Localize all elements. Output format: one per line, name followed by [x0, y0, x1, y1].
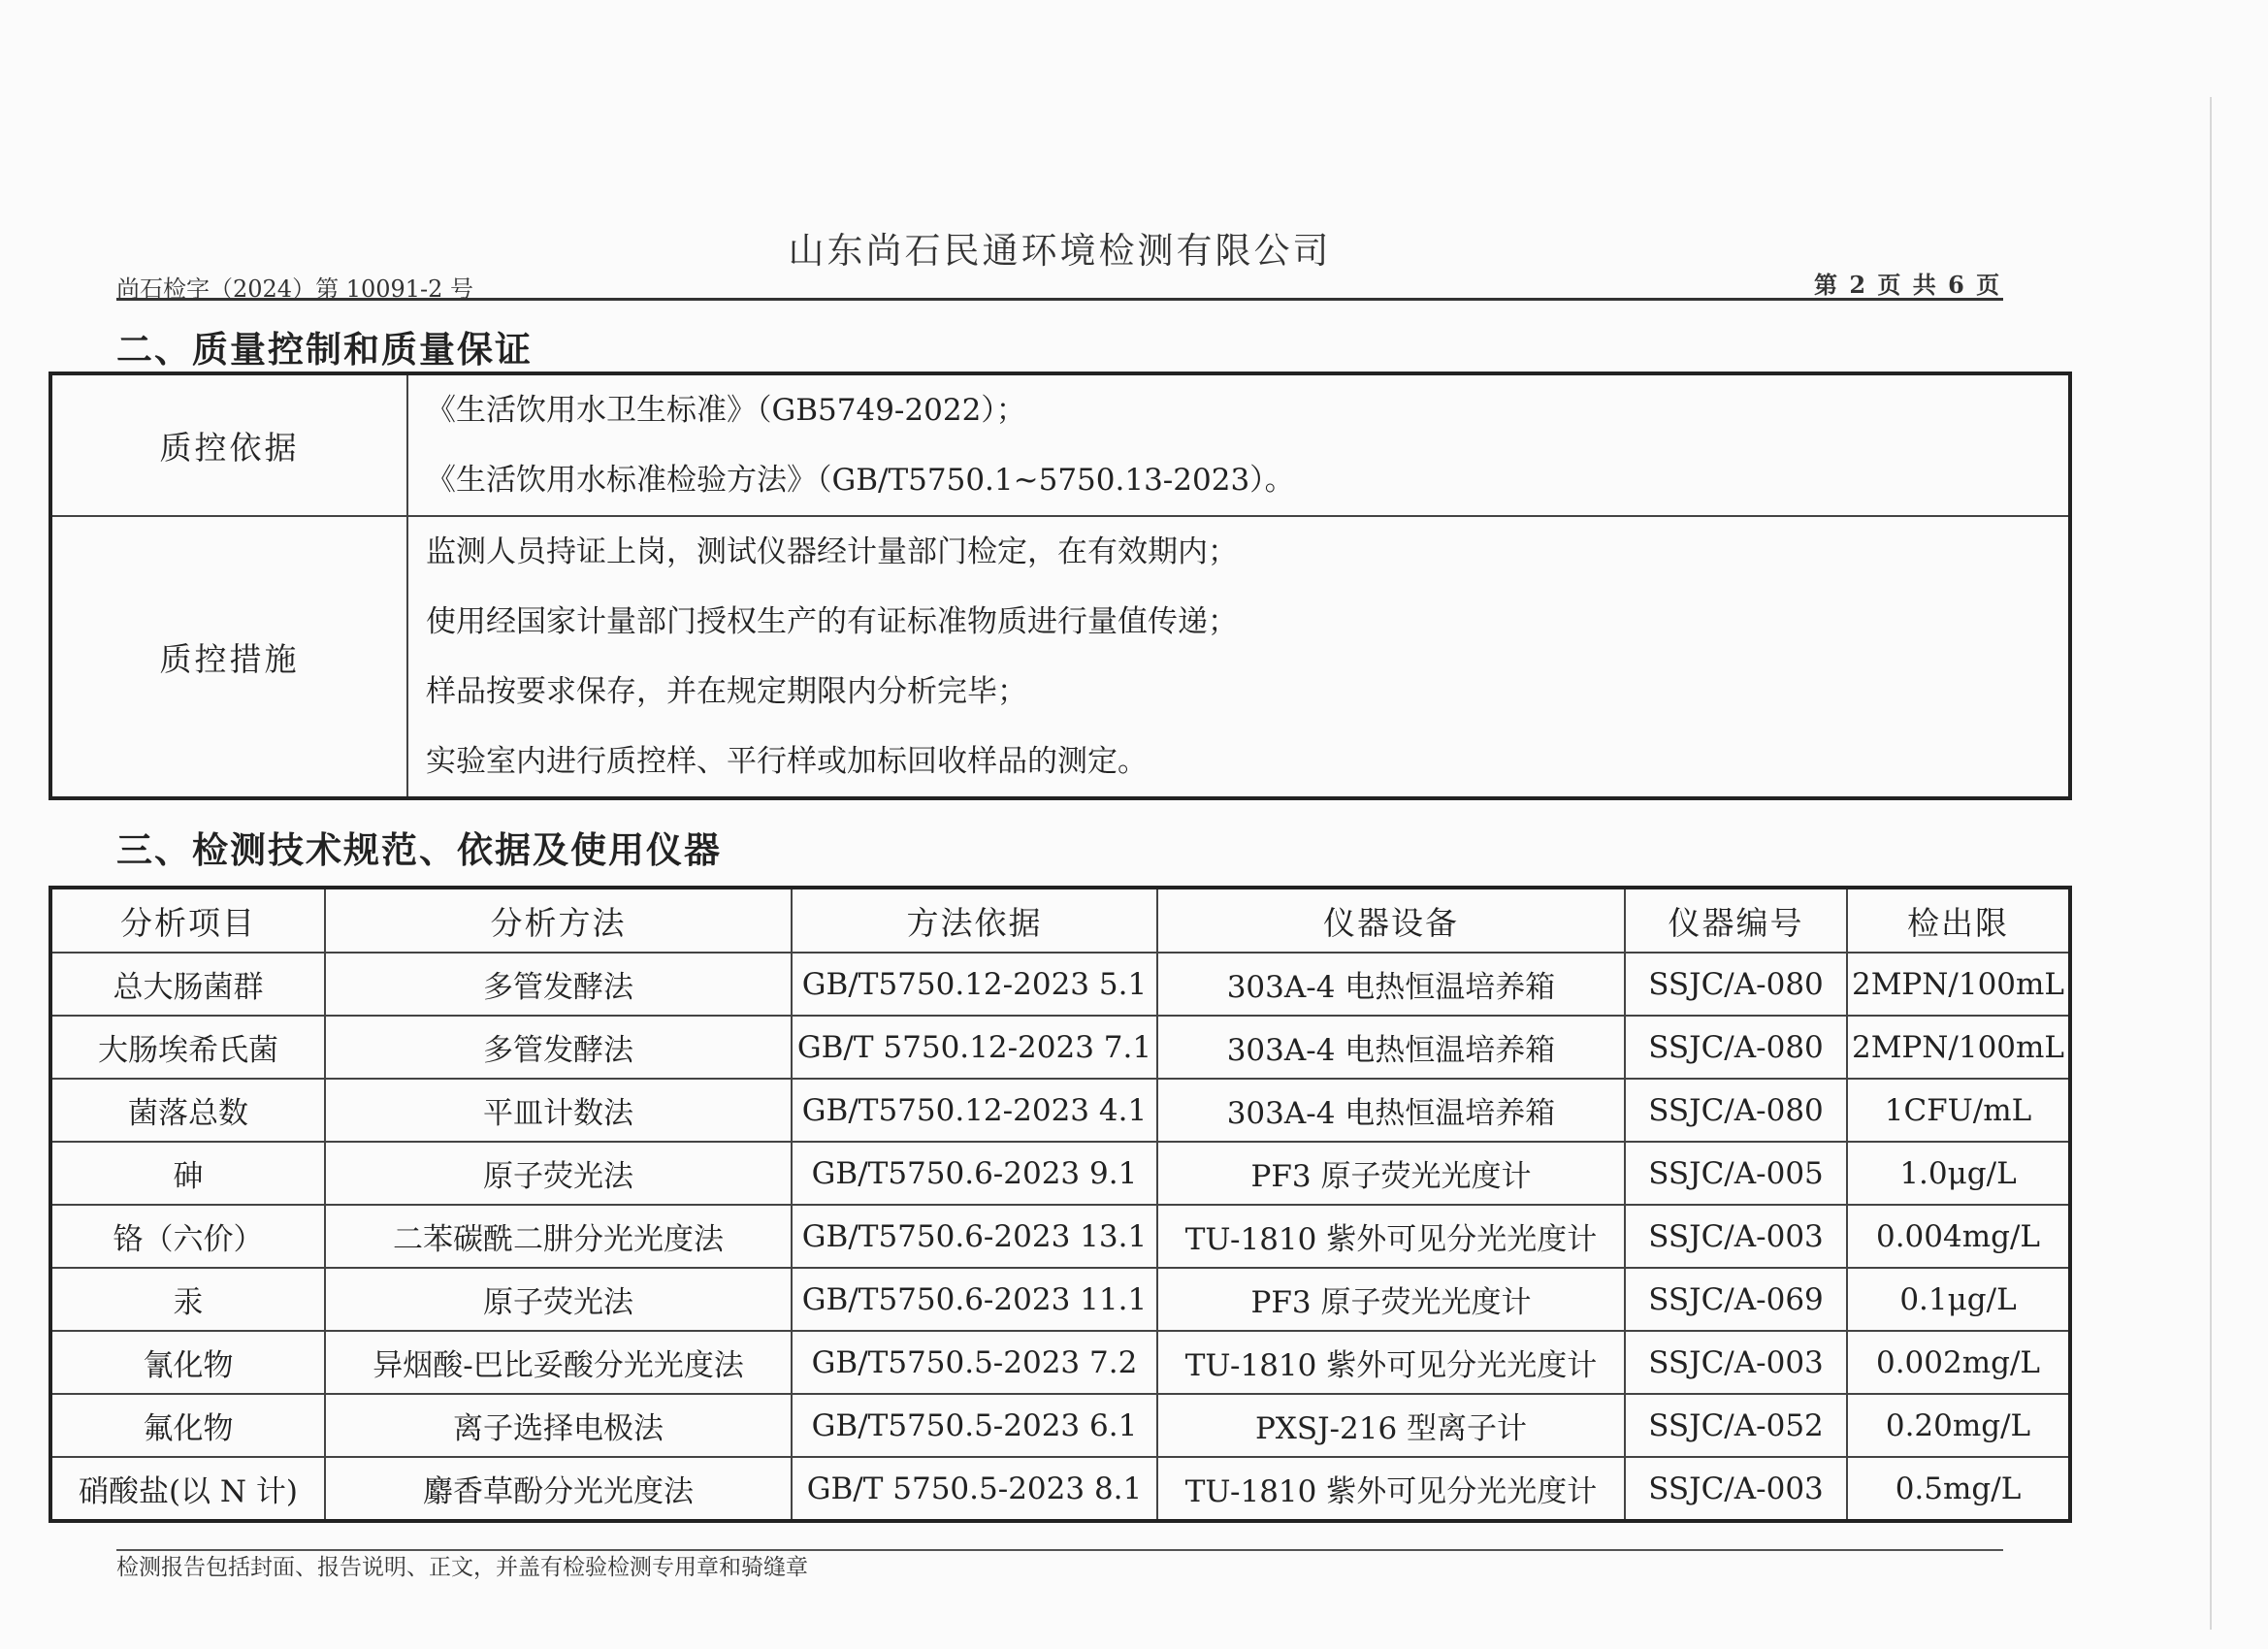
cell-method: 平皿计数法 — [325, 1079, 792, 1142]
cell-standard: GB/T5750.6-2023 11.1 — [792, 1268, 1157, 1331]
table-row — [50, 1331, 2070, 1394]
cell-method: 麝香草酚分光光度法 — [325, 1457, 792, 1521]
qc-measures-content — [407, 516, 2070, 798]
table-row — [50, 1142, 2070, 1205]
table-row — [50, 1394, 2070, 1457]
qc-basis-line: 《生活饮用水标准检验方法》（GB/T5750.1~5750.13-2023）。 — [426, 463, 1295, 498]
table-header-row — [50, 888, 2070, 953]
table-row — [50, 1268, 2070, 1331]
column-header: 检出限 — [1847, 888, 2070, 953]
cell-standard: GB/T5750.12-2023 4.1 — [792, 1079, 1157, 1142]
qc-measures-label: 质控措施 — [50, 516, 407, 798]
cell-detection-limit: 2MPN/100mL — [1847, 953, 2070, 1016]
column-header: 方法依据 — [792, 888, 1157, 953]
cell-instrument-id: SSJC/A-080 — [1625, 1016, 1847, 1079]
cell-method: 离子选择电极法 — [325, 1394, 792, 1457]
cell-detection-limit: 0.002mg/L — [1847, 1331, 2070, 1394]
cell-item: 氟化物 — [50, 1394, 325, 1457]
cell-detection-limit: 0.1μg/L — [1847, 1268, 2070, 1331]
cell-instrument: PF3 原子荧光光度计 — [1157, 1142, 1625, 1205]
cell-standard: GB/T5750.5-2023 6.1 — [792, 1394, 1157, 1457]
cell-instrument: 303A-4 电热恒温培养箱 — [1157, 1079, 1625, 1142]
cell-item: 铬（六价） — [50, 1205, 325, 1268]
cell-instrument: TU-1810 紫外可见分光光度计 — [1157, 1457, 1625, 1521]
cell-item: 大肠埃希氏菌 — [50, 1016, 325, 1079]
qc-measure-line: 样品按要求保存，并在规定期限内分析完毕； — [426, 674, 1027, 709]
cell-item: 总大肠菌群 — [50, 953, 325, 1016]
cell-method: 多管发酵法 — [325, 953, 792, 1016]
qc-basis-row — [50, 373, 2070, 516]
cell-method: 异烟酸-巴比妥酸分光光度法 — [325, 1331, 792, 1394]
quality-control-table — [49, 372, 2072, 800]
cell-instrument: 303A-4 电热恒温培养箱 — [1157, 1016, 1625, 1079]
table-row — [50, 1016, 2070, 1079]
cell-standard: GB/T 5750.12-2023 7.1 — [792, 1016, 1157, 1079]
cell-item: 硝酸盐(以 N 计) — [50, 1457, 325, 1521]
cell-item: 汞 — [50, 1268, 325, 1331]
cell-standard: GB/T5750.5-2023 7.2 — [792, 1331, 1157, 1394]
cell-instrument-id: SSJC/A-003 — [1625, 1205, 1847, 1268]
qc-measure-line: 使用经国家计量部门授权生产的有证标准物质进行量值传递； — [426, 604, 1238, 639]
cell-method: 多管发酵法 — [325, 1016, 792, 1079]
cell-detection-limit: 2MPN/100mL — [1847, 1016, 2070, 1079]
cell-method: 原子荧光法 — [325, 1142, 792, 1205]
report-number: 尚石检字（2024）第 10091-2 号 — [116, 275, 474, 303]
cell-standard: GB/T5750.6-2023 9.1 — [792, 1142, 1157, 1205]
cell-standard: GB/T5750.12-2023 5.1 — [792, 953, 1157, 1016]
qc-basis-label: 质控依据 — [50, 373, 407, 516]
footer-note: 检测报告包括封面、报告说明、正文，并盖有检验检测专用章和骑缝章 — [116, 1555, 808, 1580]
cell-detection-limit: 1CFU/mL — [1847, 1079, 2070, 1142]
cell-instrument: TU-1810 紫外可见分光光度计 — [1157, 1205, 1625, 1268]
column-header: 仪器设备 — [1157, 888, 1625, 953]
cell-instrument-id: SSJC/A-080 — [1625, 953, 1847, 1016]
table-row — [50, 1457, 2070, 1521]
cell-instrument-id: SSJC/A-003 — [1625, 1457, 1847, 1521]
section-title-quality-control: 二、质量控制和质量保证 — [116, 328, 533, 371]
cell-instrument-id: SSJC/A-069 — [1625, 1268, 1847, 1331]
cell-item: 氰化物 — [50, 1331, 325, 1394]
company-name: 山东尚石民通环境检测有限公司 — [788, 230, 1332, 272]
qc-measure-line: 监测人员持证上岗，测试仪器经计量部门检定，在有效期内； — [426, 534, 1238, 569]
cell-method: 二苯碳酰二肼分光光度法 — [325, 1205, 792, 1268]
cell-detection-limit: 0.004mg/L — [1847, 1205, 2070, 1268]
cell-item: 砷 — [50, 1142, 325, 1205]
cell-detection-limit: 0.20mg/L — [1847, 1394, 2070, 1457]
column-header: 分析项目 — [50, 888, 325, 953]
page-indicator: 第 2 页 共 6 页 — [1814, 271, 2002, 299]
cell-instrument: TU-1810 紫外可见分光光度计 — [1157, 1331, 1625, 1394]
cell-instrument-id: SSJC/A-005 — [1625, 1142, 1847, 1205]
scan-edge-shadow — [2210, 97, 2212, 1630]
qc-measure-line: 实验室内进行质控样、平行样或加标回收样品的测定。 — [426, 744, 1148, 779]
cell-instrument: 303A-4 电热恒温培养箱 — [1157, 953, 1625, 1016]
cell-instrument: PXSJ-216 型离子计 — [1157, 1394, 1625, 1457]
table-row — [50, 1205, 2070, 1268]
cell-item: 菌落总数 — [50, 1079, 325, 1142]
qc-basis-content — [407, 373, 2070, 516]
methods-table — [49, 886, 2072, 1523]
section-title-methods: 三、检测技术规范、依据及使用仪器 — [116, 828, 722, 871]
header-divider — [116, 298, 2003, 301]
cell-method: 原子荧光法 — [325, 1268, 792, 1331]
cell-standard: GB/T5750.6-2023 13.1 — [792, 1205, 1157, 1268]
table-row — [50, 1079, 2070, 1142]
cell-detection-limit: 0.5mg/L — [1847, 1457, 2070, 1521]
cell-instrument: PF3 原子荧光光度计 — [1157, 1268, 1625, 1331]
cell-detection-limit: 1.0μg/L — [1847, 1142, 2070, 1205]
qc-basis-line: 《生活饮用水卫生标准》（GB5749-2022）； — [426, 393, 1026, 428]
cell-instrument-id: SSJC/A-003 — [1625, 1331, 1847, 1394]
column-header: 分析方法 — [325, 888, 792, 953]
cell-instrument-id: SSJC/A-080 — [1625, 1079, 1847, 1142]
cell-standard: GB/T 5750.5-2023 8.1 — [792, 1457, 1157, 1521]
table-row — [50, 953, 2070, 1016]
cell-instrument-id: SSJC/A-052 — [1625, 1394, 1847, 1457]
qc-measures-row — [50, 516, 2070, 798]
column-header: 仪器编号 — [1625, 888, 1847, 953]
